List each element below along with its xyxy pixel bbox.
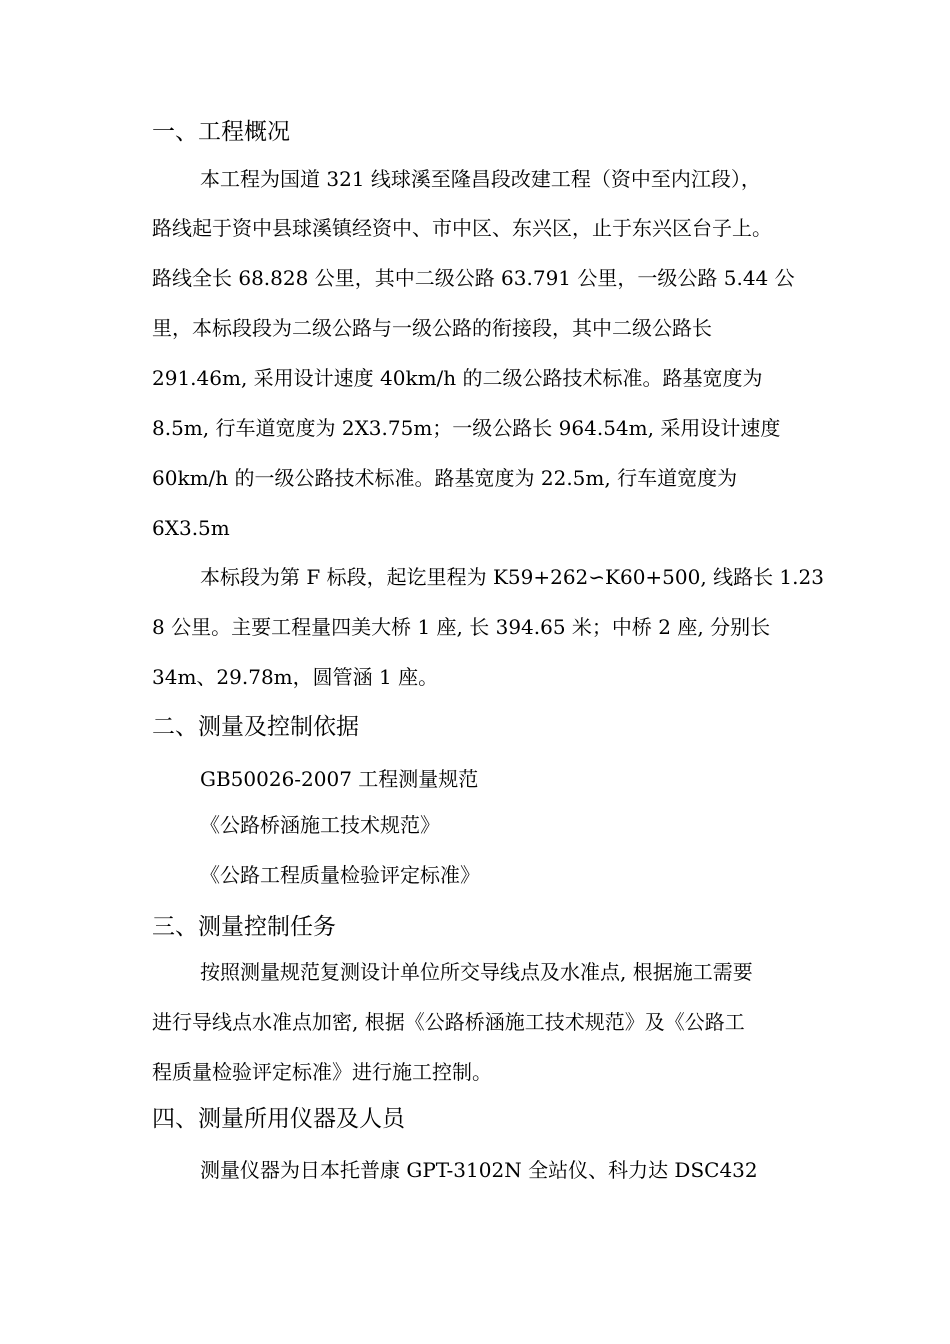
paragraph-line: 路线全长 68.828 公里，其中二级公路 63.791 公里，一级公路 5.44 公 [152,266,795,290]
reference-item: 《公路桥涵施工技术规范》 [200,813,440,837]
paragraph-line: 里，本标段段为二级公路与一级公路的衔接段，其中二级公路长 [152,316,712,340]
paragraph-line: 程质量检验评定标准》进行施工控制。 [152,1060,492,1084]
section-heading-tasks: 三、测量控制任务 [152,914,336,940]
reference-item: 《公路工程质量检验评定标准》 [200,863,480,887]
paragraph-line: 34m、29.78m，圆管涵 1 座。 [152,665,439,689]
paragraph-line: 本工程为国道 321 线球溪至隆昌段改建工程（资中至内江段）， [200,167,761,191]
paragraph-line: 进行导线点水准点加密, 根据《公路桥涵施工技术规范》及《公路工 [152,1010,745,1034]
paragraph-line: 8.5m, 行车道宽度为 2Ⅹ3.75m；一级公路长 964.54m, 采用设计速度 [152,416,781,440]
paragraph-line: 本标段为第 F 标段，起讫里程为 K59+262∽K60+500, 线路长 1.23 [200,565,824,589]
paragraph-line: 8 公里。主要工程量四美大桥 1 座, 长 394.65 米；中桥 2 座, 分别长 [152,615,771,639]
reference-item: GB50026-2007 工程测量规范 [200,767,479,791]
paragraph-line: 测量仪器为日本托普康 GPT-3102N 全站仪、科力达 DSC432 [200,1158,758,1182]
paragraph-line: 6Ⅹ3.5m [152,516,230,540]
paragraph-line: 60km/h 的一级公路技术标准。路基宽度为 22.5m, 行车道宽度为 [152,466,738,490]
paragraph-line: 291.46m, 采用设计速度 40km/h 的二级公路技术标准。路基宽度为 [152,366,763,390]
paragraph-line: 路线起于资中县球溪镇经资中、市中区、东兴区，止于东兴区台子上。 [152,216,772,240]
section-heading-instruments: 四、测量所用仪器及人员 [152,1106,405,1132]
paragraph-line: 按照测量规范复测设计单位所交导线点及水准点, 根据施工需要 [200,960,753,984]
section-heading-basis: 二、测量及控制依据 [152,714,359,740]
section-heading-overview: 一、工程概况 [152,119,290,145]
